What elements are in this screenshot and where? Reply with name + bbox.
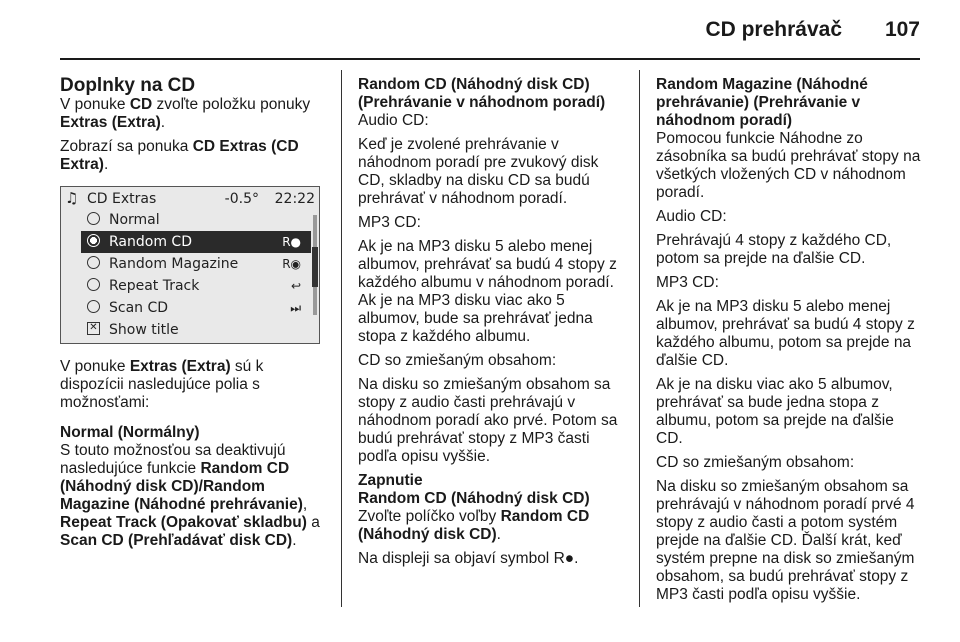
subheading: Zapnutie	[358, 472, 423, 489]
label: CD so zmiešaným obsahom:	[358, 352, 557, 369]
subheading: Random CD (Náhodný disk CD) (Prehrávanie v náhodnom poradí)	[358, 76, 606, 111]
label: CD so zmiešaným obsahom:	[656, 454, 855, 471]
radio-off-icon	[87, 256, 100, 269]
clock: 22:22	[274, 191, 315, 207]
random-cd-icon: R●	[282, 235, 301, 249]
screen-status-bar	[61, 187, 319, 209]
paragraph: Prehrávajú 4 stopy z každého CD, potom sa prejde na ďalšie CD.	[656, 232, 892, 267]
subheading: Random CD (Náhodný disk CD)	[358, 490, 590, 507]
option-list	[81, 209, 311, 341]
paragraph: Na disku so zmiešaným obsahom sa prehrávajú v náhodnom poradí prvé 4 stopy z audio časti a potom systém prejde na ďalšie CD. Ďalší krát, keď systém prepne na disk so zmiešaným obsahom, sa budú prehrávať stopy z MP3 časti podľa opisu vyššie.	[656, 478, 915, 603]
option-scan-cd[interactable]: Scan CD ⏭	[81, 297, 311, 319]
music-note-icon: ♫	[65, 189, 79, 207]
random-cd-icon: R●	[553, 550, 575, 567]
radio-off-icon	[87, 300, 100, 313]
paragraph: S touto možnosťou sa deaktivujú nasledujúce funkcie Random CD (Náhodný disk CD)/Random Magazine (Náhodné prehrávanie), Repeat Track (Opakovať skladbu) a Scan CD (Prehľadávať disk CD).	[60, 442, 320, 549]
cd-extras-screen	[60, 186, 320, 344]
paragraph: Na displeji sa objaví symbol R●.	[358, 550, 579, 567]
random-magazine-icon: R◉	[282, 257, 301, 271]
subheading: Normal (Normálny)	[60, 424, 200, 441]
paragraph: Ak je na MP3 disku 5 alebo menej albumov, prehrávať sa budú 4 stopy z každého albumu v náhodnom poradí. Ak je na MP3 disku viac ako 5 albumov, bude sa prehrávať jedna stopa z každého albumu.	[358, 238, 617, 345]
label: Audio CD:	[358, 112, 429, 129]
radio-off-icon	[87, 212, 100, 225]
temperature: -0.5°	[224, 191, 259, 207]
page-header	[60, 18, 920, 48]
screen-title: CD Extras	[87, 191, 157, 207]
checkbox-checked-icon: ✕	[87, 322, 100, 335]
radio-off-icon	[87, 278, 100, 291]
page-title: CD prehrávač	[705, 18, 842, 41]
option-repeat-track[interactable]: Repeat Track ↩	[81, 275, 311, 297]
label: Audio CD:	[656, 208, 727, 225]
column-3	[656, 76, 922, 610]
paragraph: Na disku so zmiešaným obsahom sa stopy z audio časti prehrávajú v náhodnom poradí ako prvé. Potom sa budú prehrávať stopy z MP3 časti podľa opisu vyššie.	[358, 376, 618, 465]
column-2	[358, 76, 624, 574]
scrollbar-thumb[interactable]	[312, 247, 318, 287]
paragraph: Zvoľte políčko voľby Random CD (Náhodný disk CD).	[358, 508, 590, 543]
option-random-cd[interactable]: Random CD R●	[81, 231, 311, 253]
subheading: Random Magazine (Náhodné prehrávanie) (Prehrávanie v náhodnom poradí)	[656, 76, 868, 129]
repeat-icon: ↩	[290, 279, 301, 293]
page-number: 107	[884, 18, 920, 41]
paragraph: Ak je na MP3 disku 5 alebo menej albumov, prehrávať sa budú 4 stopy z každého albumu, potom sa prejde na ďalšie CD.	[656, 298, 915, 369]
paragraph: Zobrazí sa ponuka CD Extras (CD Extra).	[60, 138, 299, 173]
option-normal[interactable]: Normal	[81, 209, 311, 231]
paragraph: Keď je zvolené prehrávanie v náhodnom poradí pre zvukový disk CD, skladby na disku CD sa budú prehrávať v náhodnom poradí.	[358, 136, 599, 207]
paragraph: Pomocou funkcie Náhodne zo zásobníka sa budú prehrávať stopy na všetkých vložených CD v náhodnom poradí.	[656, 130, 921, 201]
scan-icon: ⏭	[290, 301, 301, 315]
paragraph: Ak je na disku viac ako 5 albumov, prehrávať sa bude jedna stopa z albumu, potom sa prejde na ďalšie CD.	[656, 376, 894, 447]
header-divider	[60, 58, 920, 60]
paragraph: V ponuke CD zvoľte položku ponuky Extras (Extra).	[60, 96, 311, 131]
column-divider	[639, 70, 640, 607]
paragraph: V ponuke Extras (Extra) sú k dispozícii nasledujúce polia s možnosťami:	[60, 358, 264, 411]
radio-on-icon	[87, 234, 100, 247]
label: MP3 CD:	[656, 274, 719, 291]
section-heading: Doplnky na CD	[60, 75, 196, 96]
option-show-title[interactable]: ✕ Show title	[81, 319, 311, 341]
option-random-magazine[interactable]: Random Magazine R◉	[81, 253, 311, 275]
column-divider	[341, 70, 342, 607]
column-1	[60, 76, 326, 556]
label: MP3 CD:	[358, 214, 421, 231]
